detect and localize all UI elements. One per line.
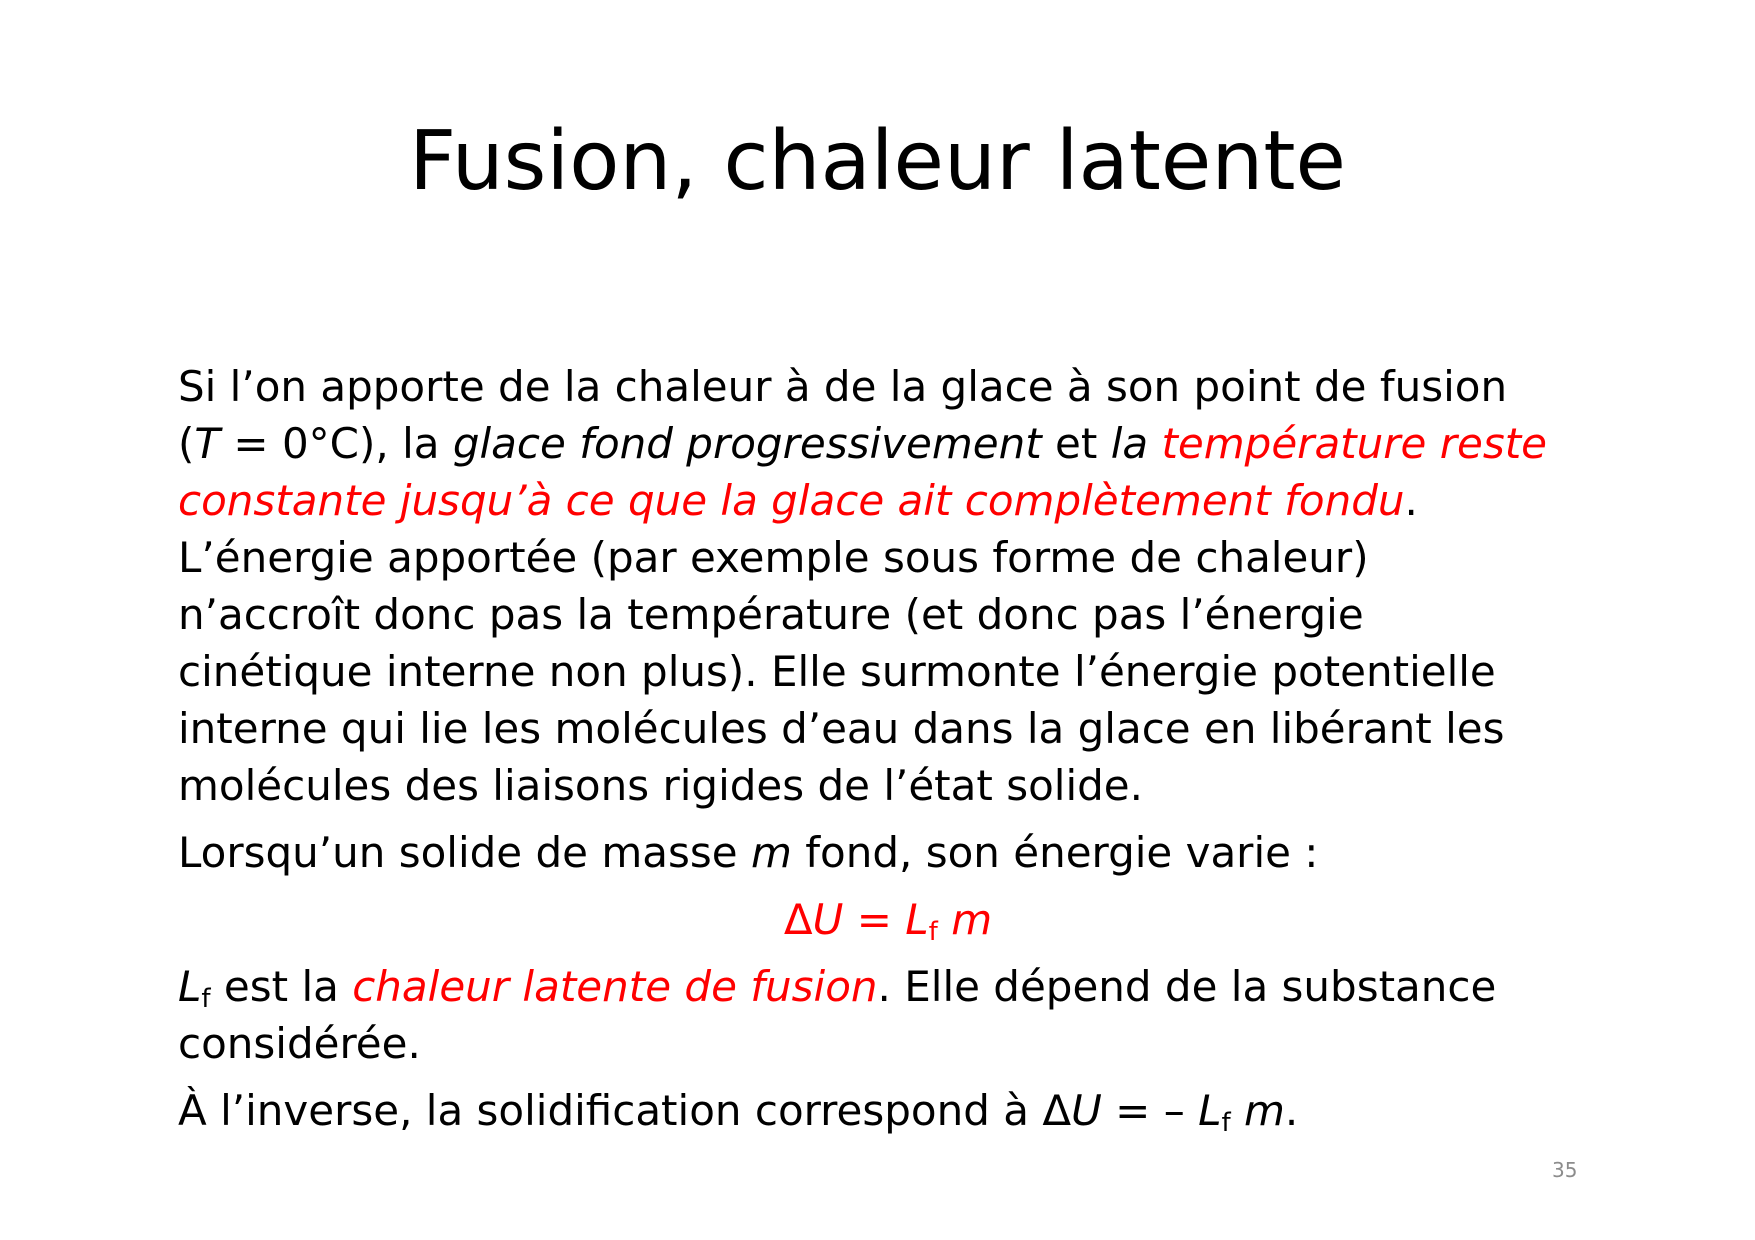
- text-run: U: [1071, 1086, 1102, 1135]
- text-run: .: [1284, 1086, 1299, 1135]
- text-line: [178, 1015, 1598, 1072]
- text-run: .: [1404, 476, 1418, 525]
- text-run: m: [951, 895, 993, 944]
- text-run: Δ: [783, 895, 813, 944]
- text-line: [178, 891, 1598, 948]
- text-run: la: [1110, 419, 1149, 468]
- text-run: [1148, 419, 1161, 468]
- text-line: [178, 472, 1598, 529]
- text-run: fond, son énergie varie :: [791, 828, 1319, 877]
- text-line: [178, 824, 1598, 881]
- text-run: =: [843, 895, 906, 944]
- page-number: 35: [1552, 1158, 1578, 1182]
- paragraph-latent-heat-definition: [178, 958, 1598, 1072]
- text-run: T: [194, 419, 221, 468]
- text-line: [178, 643, 1598, 700]
- text-run: U: [812, 895, 844, 944]
- text-line: [178, 1082, 1598, 1139]
- text-run: À l’inverse, la solidification correspond à Δ: [178, 1086, 1072, 1135]
- text-line: [178, 586, 1598, 643]
- slide-title: Fusion, chaleur latente: [409, 114, 1346, 209]
- text-run: [1231, 1086, 1244, 1135]
- text-run: chaleur latente de fusion: [352, 962, 878, 1011]
- text-line: [178, 958, 1598, 1015]
- paragraph-solidification: [178, 1082, 1598, 1139]
- text-run: glace fond progressivement: [452, 419, 1042, 468]
- text-run: = 0°C), la: [220, 419, 453, 468]
- text-run: = –: [1101, 1086, 1199, 1135]
- text-run: molécules des liaisons rigides de l’état solide.: [178, 761, 1143, 810]
- text-run: (: [178, 419, 195, 468]
- text-run: [938, 895, 951, 944]
- equation-latent-heat: [178, 891, 1598, 948]
- text-line: [178, 529, 1598, 586]
- text-run: L: [178, 962, 202, 1011]
- text-run: m: [1243, 1086, 1285, 1135]
- text-run: . Elle dépend de la substance: [877, 962, 1497, 1011]
- text-run: Si l’on apporte de la chaleur à de la glace à son point de fusion: [178, 362, 1508, 411]
- text-run: Lorsqu’un solide de masse: [178, 828, 751, 877]
- text-run: L: [905, 895, 929, 944]
- text-line: [178, 700, 1598, 757]
- slide-body: [178, 358, 1598, 1139]
- text-run: et: [1041, 419, 1111, 468]
- text-run: L: [1198, 1086, 1222, 1135]
- paragraph-fusion-description: [178, 358, 1598, 814]
- subscript-run: f: [928, 917, 938, 947]
- paragraph-mass-energy: [178, 824, 1598, 881]
- text-run: cinétique interne non plus). Elle surmonte l’énergie potentielle: [178, 647, 1496, 696]
- subscript-run: f: [1221, 1108, 1231, 1138]
- text-run: interne qui lie les molécules d’eau dans la glace en libérant les: [178, 704, 1505, 753]
- text-run: L’énergie apportée (par exemple sous forme de chaleur): [178, 533, 1369, 582]
- text-run: n’accroît donc pas la température (et donc pas l’énergie: [178, 590, 1364, 639]
- subscript-run: f: [201, 984, 211, 1014]
- text-run: m: [750, 828, 792, 877]
- text-run: est la: [210, 962, 353, 1011]
- text-run: considérée.: [178, 1019, 421, 1068]
- text-line: [178, 415, 1598, 472]
- text-line: [178, 358, 1598, 415]
- text-run: constante jusqu’à ce que la glace ait complètement fondu: [178, 476, 1405, 525]
- text-line: [178, 757, 1598, 814]
- text-run: température reste: [1161, 419, 1548, 468]
